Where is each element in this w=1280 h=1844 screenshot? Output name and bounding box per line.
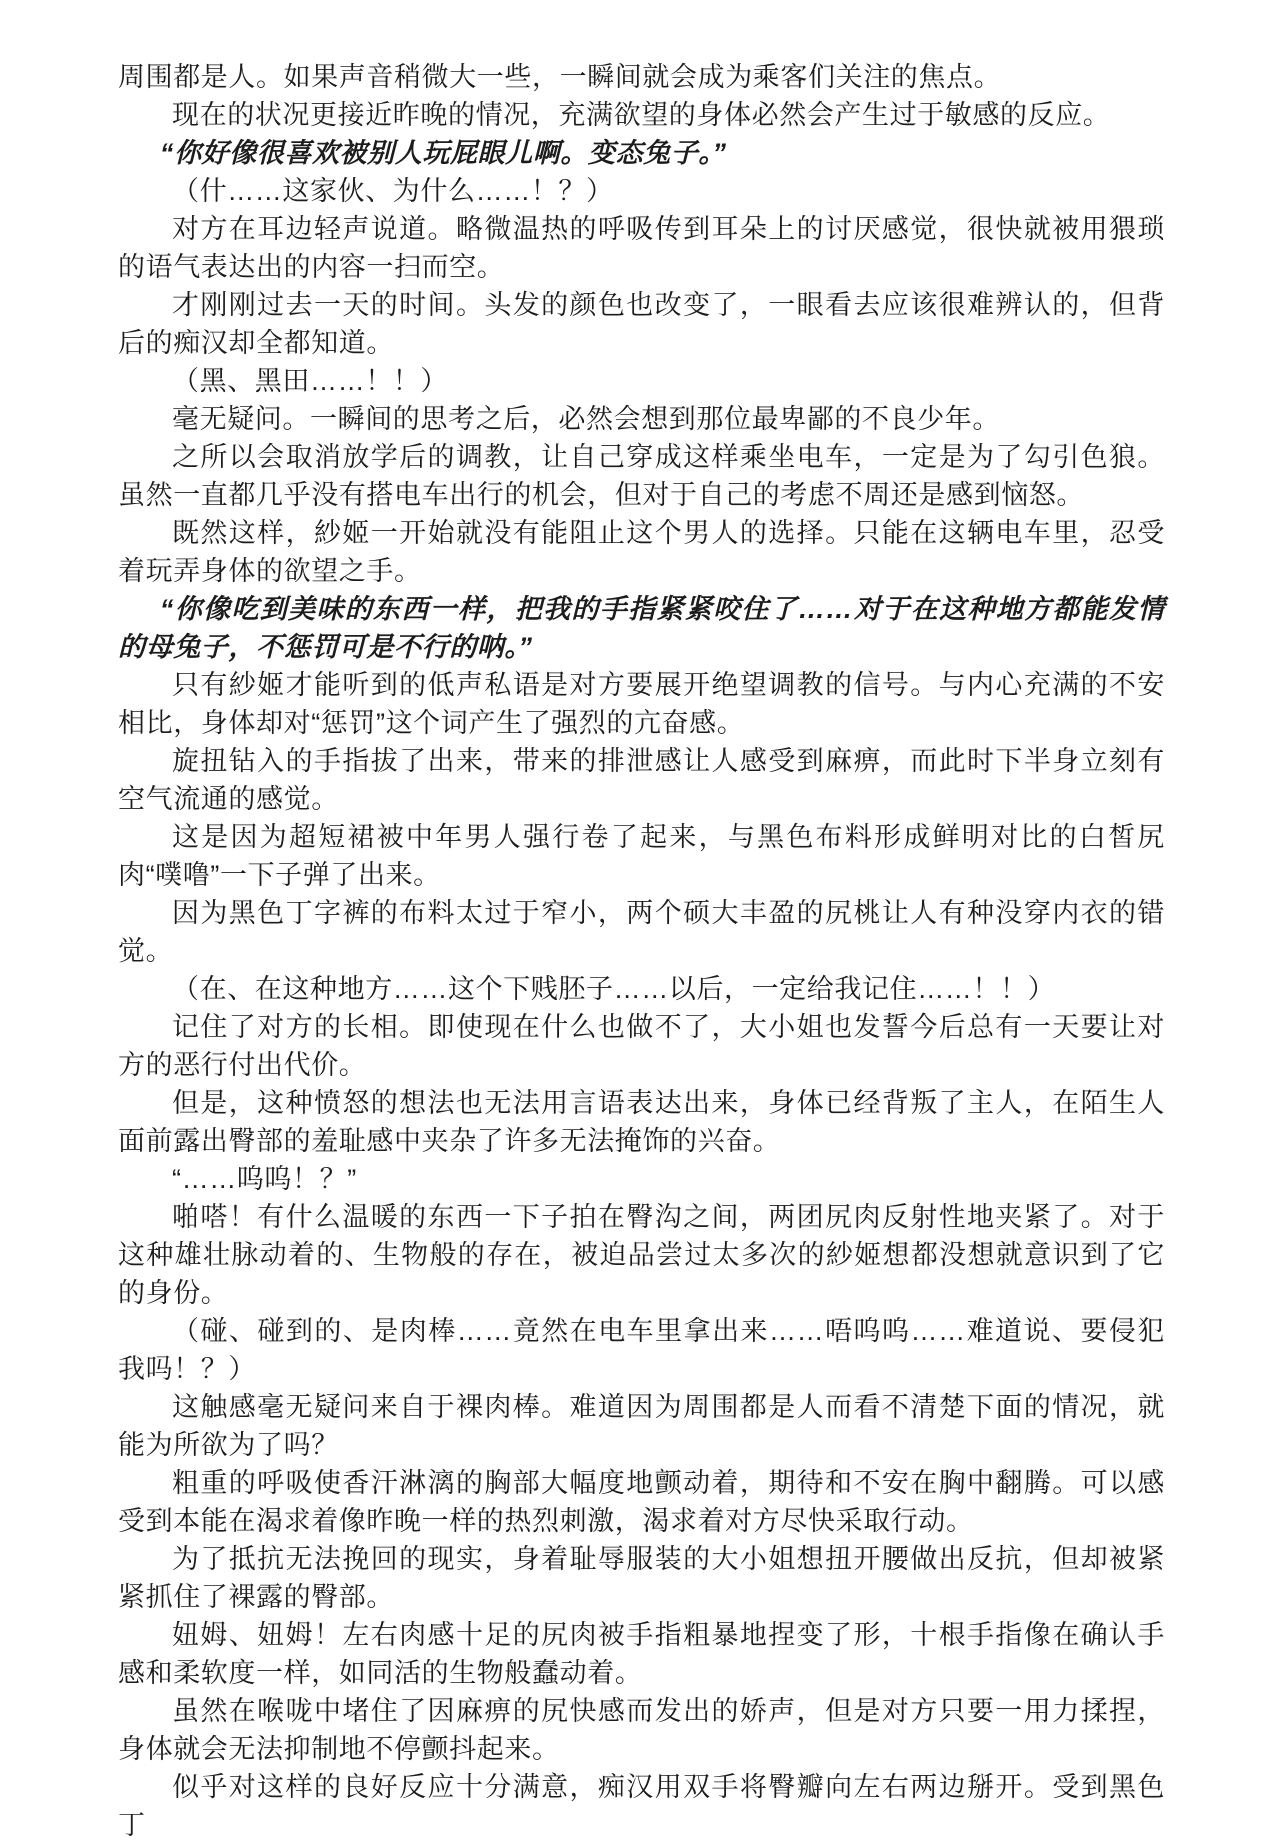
paragraph: 之所以会取消放学后的调教，让自己穿成这样乘坐电车，一定是为了勾引色狼。虽然一直都几乎没有搭电车出行的机会，但对于自己的考虑不周还是感到恼怒。 xyxy=(118,442,1165,510)
paragraph: 记住了对方的长相。即使现在什么也做不了，大小姐也发誓今后总有一天要让对方的恶行付出代价。 xyxy=(118,1012,1165,1080)
paragraph: 这是因为超短裙被中年男人强行卷了起来，与黑色布料形成鲜明对比的白皙尻肉“噗噜”一下子弹了出来。 xyxy=(118,822,1165,890)
dialogue-paragraph: “你好像很喜欢被别人玩屁眼儿啊。变态兔子。” xyxy=(159,138,727,168)
paragraph: （黑、黑田……！！） xyxy=(172,366,448,396)
paragraph: 旋扭钻入的手指拔了出来，带来的排泄感让人感受到麻痹，而此时下半身立刻有空气流通的感觉。 xyxy=(118,746,1165,814)
paragraph: 为了抵抗无法挽回的现实，身着耻辱服装的大小姐想扭开腰做出反抗，但却被紧紧抓住了裸露的臀部。 xyxy=(118,1544,1165,1612)
paragraph: “……呜呜！？” xyxy=(172,1164,357,1194)
paragraph: 因为黑色丁字裤的布料太过于窄小，两个硕大丰盈的尻桃让人有种没穿内衣的错觉。 xyxy=(118,898,1165,966)
paragraph: （什……这家伙、为什么……！？） xyxy=(172,176,614,206)
paragraph: 只有紗姬才能听到的低声私语是对方要展开绝望调教的信号。与内心充满的不安相比，身体却对“惩罚”这个词产生了强烈的亢奋感。 xyxy=(118,670,1165,738)
paragraph: 但是，这种愤怒的想法也无法用言语表达出来，身体已经背叛了主人，在陌生人面前露出臀部的羞耻感中夹杂了许多无法掩饰的兴奋。 xyxy=(118,1088,1165,1156)
paragraph: 虽然在喉咙中堵住了因麻痹的尻快感而发出的娇声，但是对方只要一用力揉捏，身体就会无法抑制地不停颤抖起来。 xyxy=(118,1696,1165,1764)
paragraph: 啪嗒！有什么温暖的东西一下子拍在臀沟之间，两团尻肉反射性地夹紧了。对于这种雄壮脉动着的、生物般的存在，被迫品尝过太多次的紗姬想都没想就意识到了它的身份。 xyxy=(118,1202,1165,1308)
paragraph: 似乎对这样的良好反应十分满意，痴汉用双手将臀瓣向左右两边掰开。受到黑色丁 xyxy=(118,1772,1165,1840)
paragraph: 这触感毫无疑问来自于裸肉棒。难道因为周围都是人而看不清楚下面的情况，就能为所欲为了吗？ xyxy=(118,1392,1165,1460)
dialogue-paragraph: “你像吃到美味的东西一样，把我的手指紧紧咬住了……对于在这种地方都能发情的母兔子，不惩罚可是不行的呐。” xyxy=(118,594,1165,662)
paragraph: （在、在这种地方……这个下贱胚子……以后，一定给我记住……！！） xyxy=(172,974,1056,1004)
paragraph: 既然这样，紗姬一开始就没有能阻止这个男人的选择。只能在这辆电车里，忍受着玩弄身体的欲望之手。 xyxy=(118,518,1165,586)
novel-text-column xyxy=(118,58,1165,1844)
paragraph: 周围都是人。如果声音稍微大一些，一瞬间就会成为乘客们关注的焦点。 xyxy=(118,62,1002,92)
paragraph: 对方在耳边轻声说道。略微温热的呼吸传到耳朵上的讨厌感觉，很快就被用猥琐的语气表达出的内容一扫而空。 xyxy=(118,214,1165,282)
paragraph: 毫无疑问。一瞬间的思考之后，必然会想到那位最卑鄙的不良少年。 xyxy=(172,404,1000,434)
paragraph: （碰、碰到的、是肉棒……竟然在电车里拿出来……唔呜呜……难道说、要侵犯我吗！？） xyxy=(118,1316,1165,1384)
paragraph: 才刚刚过去一天的时间。头发的颜色也改变了，一眼看去应该很难辨认的，但背后的痴汉却全都知道。 xyxy=(118,290,1165,358)
paragraph: 妞姆、妞姆！左右肉感十足的尻肉被手指粗暴地捏变了形，十根手指像在确认手感和柔软度一样，如同活的生物般蠢动着。 xyxy=(118,1620,1165,1688)
paragraph: 现在的状况更接近昨晚的情况，充满欲望的身体必然会产生过于敏感的反应。 xyxy=(172,100,1111,130)
paragraph: 粗重的呼吸使香汗淋漓的胸部大幅度地颤动着，期待和不安在胸中翻腾。可以感受到本能在渴求着像昨晚一样的热烈刺激，渴求着对方尽快采取行动。 xyxy=(118,1468,1165,1536)
